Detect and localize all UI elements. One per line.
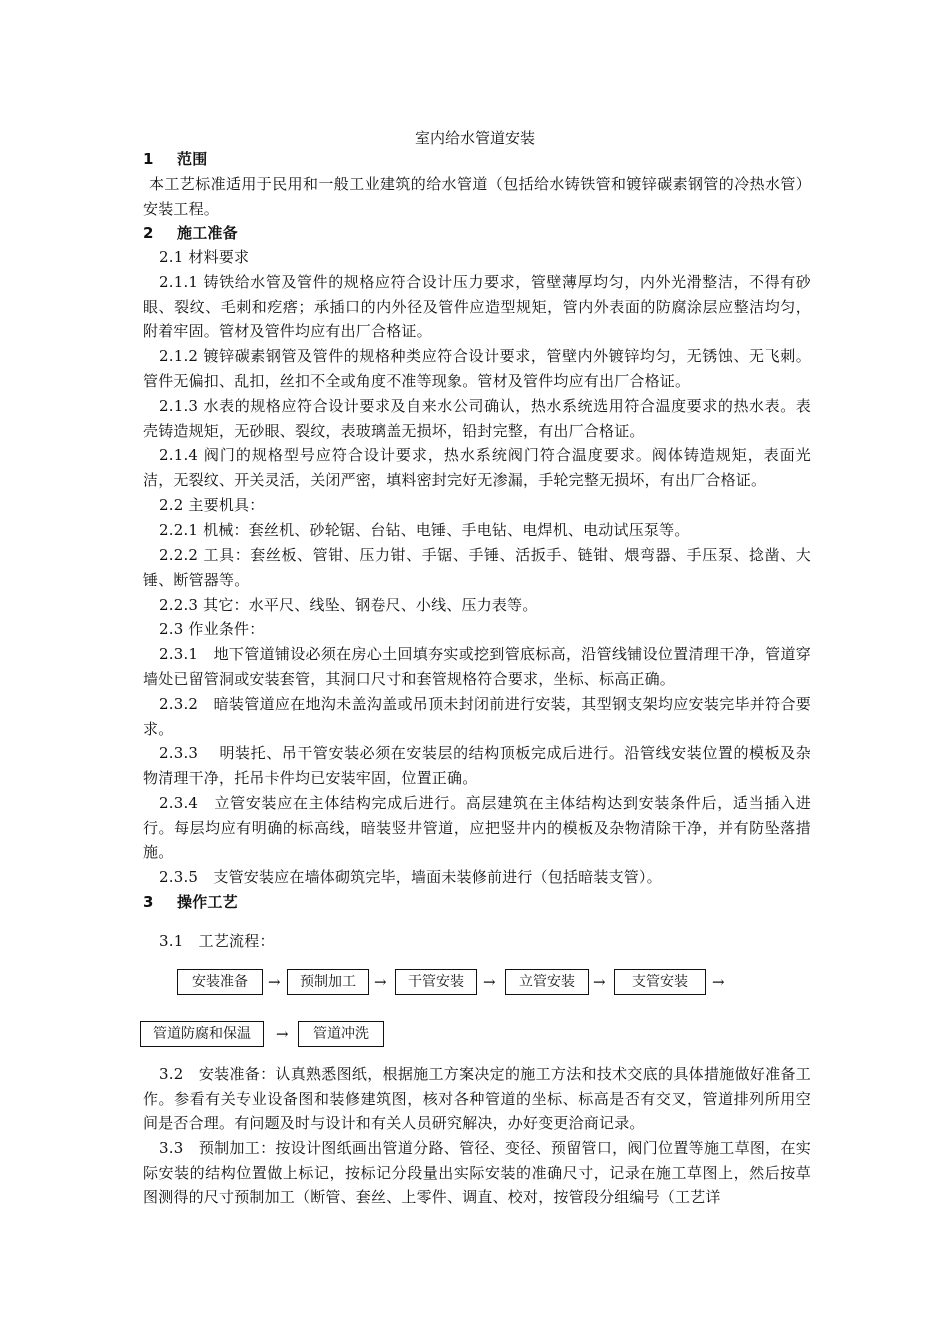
clause-2-3-4: 2.3.4 立管安装应在主体结构完成后进行。高层建筑在主体结构达到安装条件后，适当插入进行。每层均应有明确的标高线，暗装竖井管道，应把竖井内的模板及杂物清除干净，并有防坠落措施。 — [143, 794, 811, 861]
clause-2-2-2: 2.2.2 工具：套丝板、管钳、压力钳、手锯、手锤、活扳手、链钳、煨弯器、手压泵、捻凿、大锤、断管器等。 — [143, 546, 811, 589]
clause-2-1-2: 2.1.2 镀锌碳素钢管及管件的规格种类应符合设计要求，管壁内外镀锌均匀，无锈蚀、无飞刺。管件无偏扣、乱扣，丝扣不全或角度不准等现象。管材及管件均应有出厂合格证。 — [143, 347, 811, 390]
flow-step-2: 预制加工 — [287, 969, 369, 995]
subsection-3-1: 3.1 工艺流程： — [159, 932, 275, 950]
flow-arrow-icon: → — [712, 973, 725, 991]
flow-arrow-icon: → — [268, 973, 281, 991]
clause-2-2-1: 2.2.1 机械：套丝机、砂轮锯、台钻、电锤、手电钻、电焊机、电动试压泵等。 — [159, 521, 690, 539]
flow-arrow-icon: → — [276, 1025, 289, 1043]
clause-2-2-3: 2.2.3 其它：水平尺、线坠、钢卷尺、小线、压力表等。 — [159, 596, 538, 614]
subsection-2-3: 2.3 作业条件： — [159, 620, 265, 638]
flow-step-7: 管道冲洗 — [298, 1021, 384, 1047]
section-3-heading — [143, 890, 811, 915]
flow-arrow-icon: → — [483, 973, 496, 991]
clause-2-1-3: 2.1.3 水表的规格应符合设计要求及自来水公司确认，热水系统选用符合温度要求的热水表。表壳铸造规矩，无砂眼、裂纹，表玻璃盖无损坏，铅封完整，有出厂合格证。 — [143, 397, 811, 440]
section-title: 施工准备 — [177, 224, 238, 242]
clause-3-3: 3.3 预制加工：按设计图纸画出管道分路、管径、变径、预留管口，阀门位置等施工草图，在实际安装的结构位置做上标记，按标记分段量出实际安装的准确尺寸，记录在施工草图上，然后按草图测得的尺寸预制加工（断管、套丝、上零件、调直、校对，按管段分组编号（工艺详 — [143, 1139, 811, 1206]
flow-arrow-icon: → — [374, 973, 387, 991]
clause-2-3-5: 2.3.5 支管安装应在墙体砌筑完毕，墙面未装修前进行（包括暗装支管）。 — [159, 868, 662, 886]
clause-2-1-1: 2.1.1 铸铁给水管及管件的规格应符合设计压力要求，管壁薄厚均匀，内外光滑整洁，不得有砂眼、裂纹、毛刺和疙瘩；承插口的内外径及管件应造型规矩，管内外表面的防腐涂层应整洁均匀，附着牢固。管材及管件均应有出厂合格证。 — [143, 273, 811, 340]
clause-2-3-3: 2.3.3 明装托、吊干管安装必须在安装层的结构顶板完成后进行。沿管线安装位置的模板及杂物清理干净，托吊卡件均已安装牢固，位置正确。 — [143, 744, 811, 787]
clause-2-3-1: 2.3.1 地下管道铺设必须在房心土回填夯实或挖到管底标高，沿管线铺设位置清理干净，管道穿墙处已留管洞或安装套管，其洞口尺寸和套管规格符合要求，坐标、标高正确。 — [143, 645, 811, 688]
section-number: 3 — [143, 893, 154, 911]
flow-step-1: 安装准备 — [177, 969, 263, 995]
clause-2-1-4: 2.1.4 阀门的规格型号应符合设计要求，热水系统阀门符合温度要求。阀体铸造规矩，表面光洁，无裂纹、开关灵活，关闭严密，填料密封完好无渗漏，手轮完整无损坏，有出厂合格证。 — [143, 446, 811, 489]
section-title: 操作工艺 — [177, 893, 238, 911]
flow-step-4: 立管安装 — [505, 969, 589, 995]
flow-arrow-icon: → — [593, 973, 606, 991]
section-number: 2 — [143, 224, 154, 242]
section-1-paragraph: 本工艺标准适用于民用和一般工业建筑的给水管道（包括给水铸铁管和镀锌碳素钢管的冷热水管）安装工程。 — [143, 175, 811, 218]
subsection-2-1: 2.1 材料要求 — [159, 248, 250, 266]
flow-step-3: 干管安装 — [395, 969, 477, 995]
flow-step-6: 管道防腐和保温 — [140, 1021, 264, 1047]
clause-3-2: 3.2 安装准备：认真熟悉图纸，根据施工方案决定的施工方法和技术交底的具体措施做好准备工作。参看有关专业设备图和装修建筑图，核对各种管道的坐标、标高是否有交叉，管道排列所用空间是否合理。有问题及时与设计和有关人员研究解决，办好变更洽商记录。 — [143, 1065, 811, 1132]
section-2-heading — [143, 221, 811, 246]
page-title: 室内给水管道安装 — [414, 129, 535, 147]
section-title: 范围 — [177, 150, 208, 168]
section-1-heading — [143, 147, 811, 172]
section-number: 1 — [143, 150, 154, 168]
clause-2-3-2: 2.3.2 暗装管道应在地沟未盖沟盖或吊顶未封闭前进行安装，其型钢支架均应安装完毕并符合要求。 — [143, 695, 811, 738]
flow-step-5: 支管安装 — [614, 969, 706, 995]
subsection-2-2: 2.2 主要机具： — [159, 496, 265, 514]
